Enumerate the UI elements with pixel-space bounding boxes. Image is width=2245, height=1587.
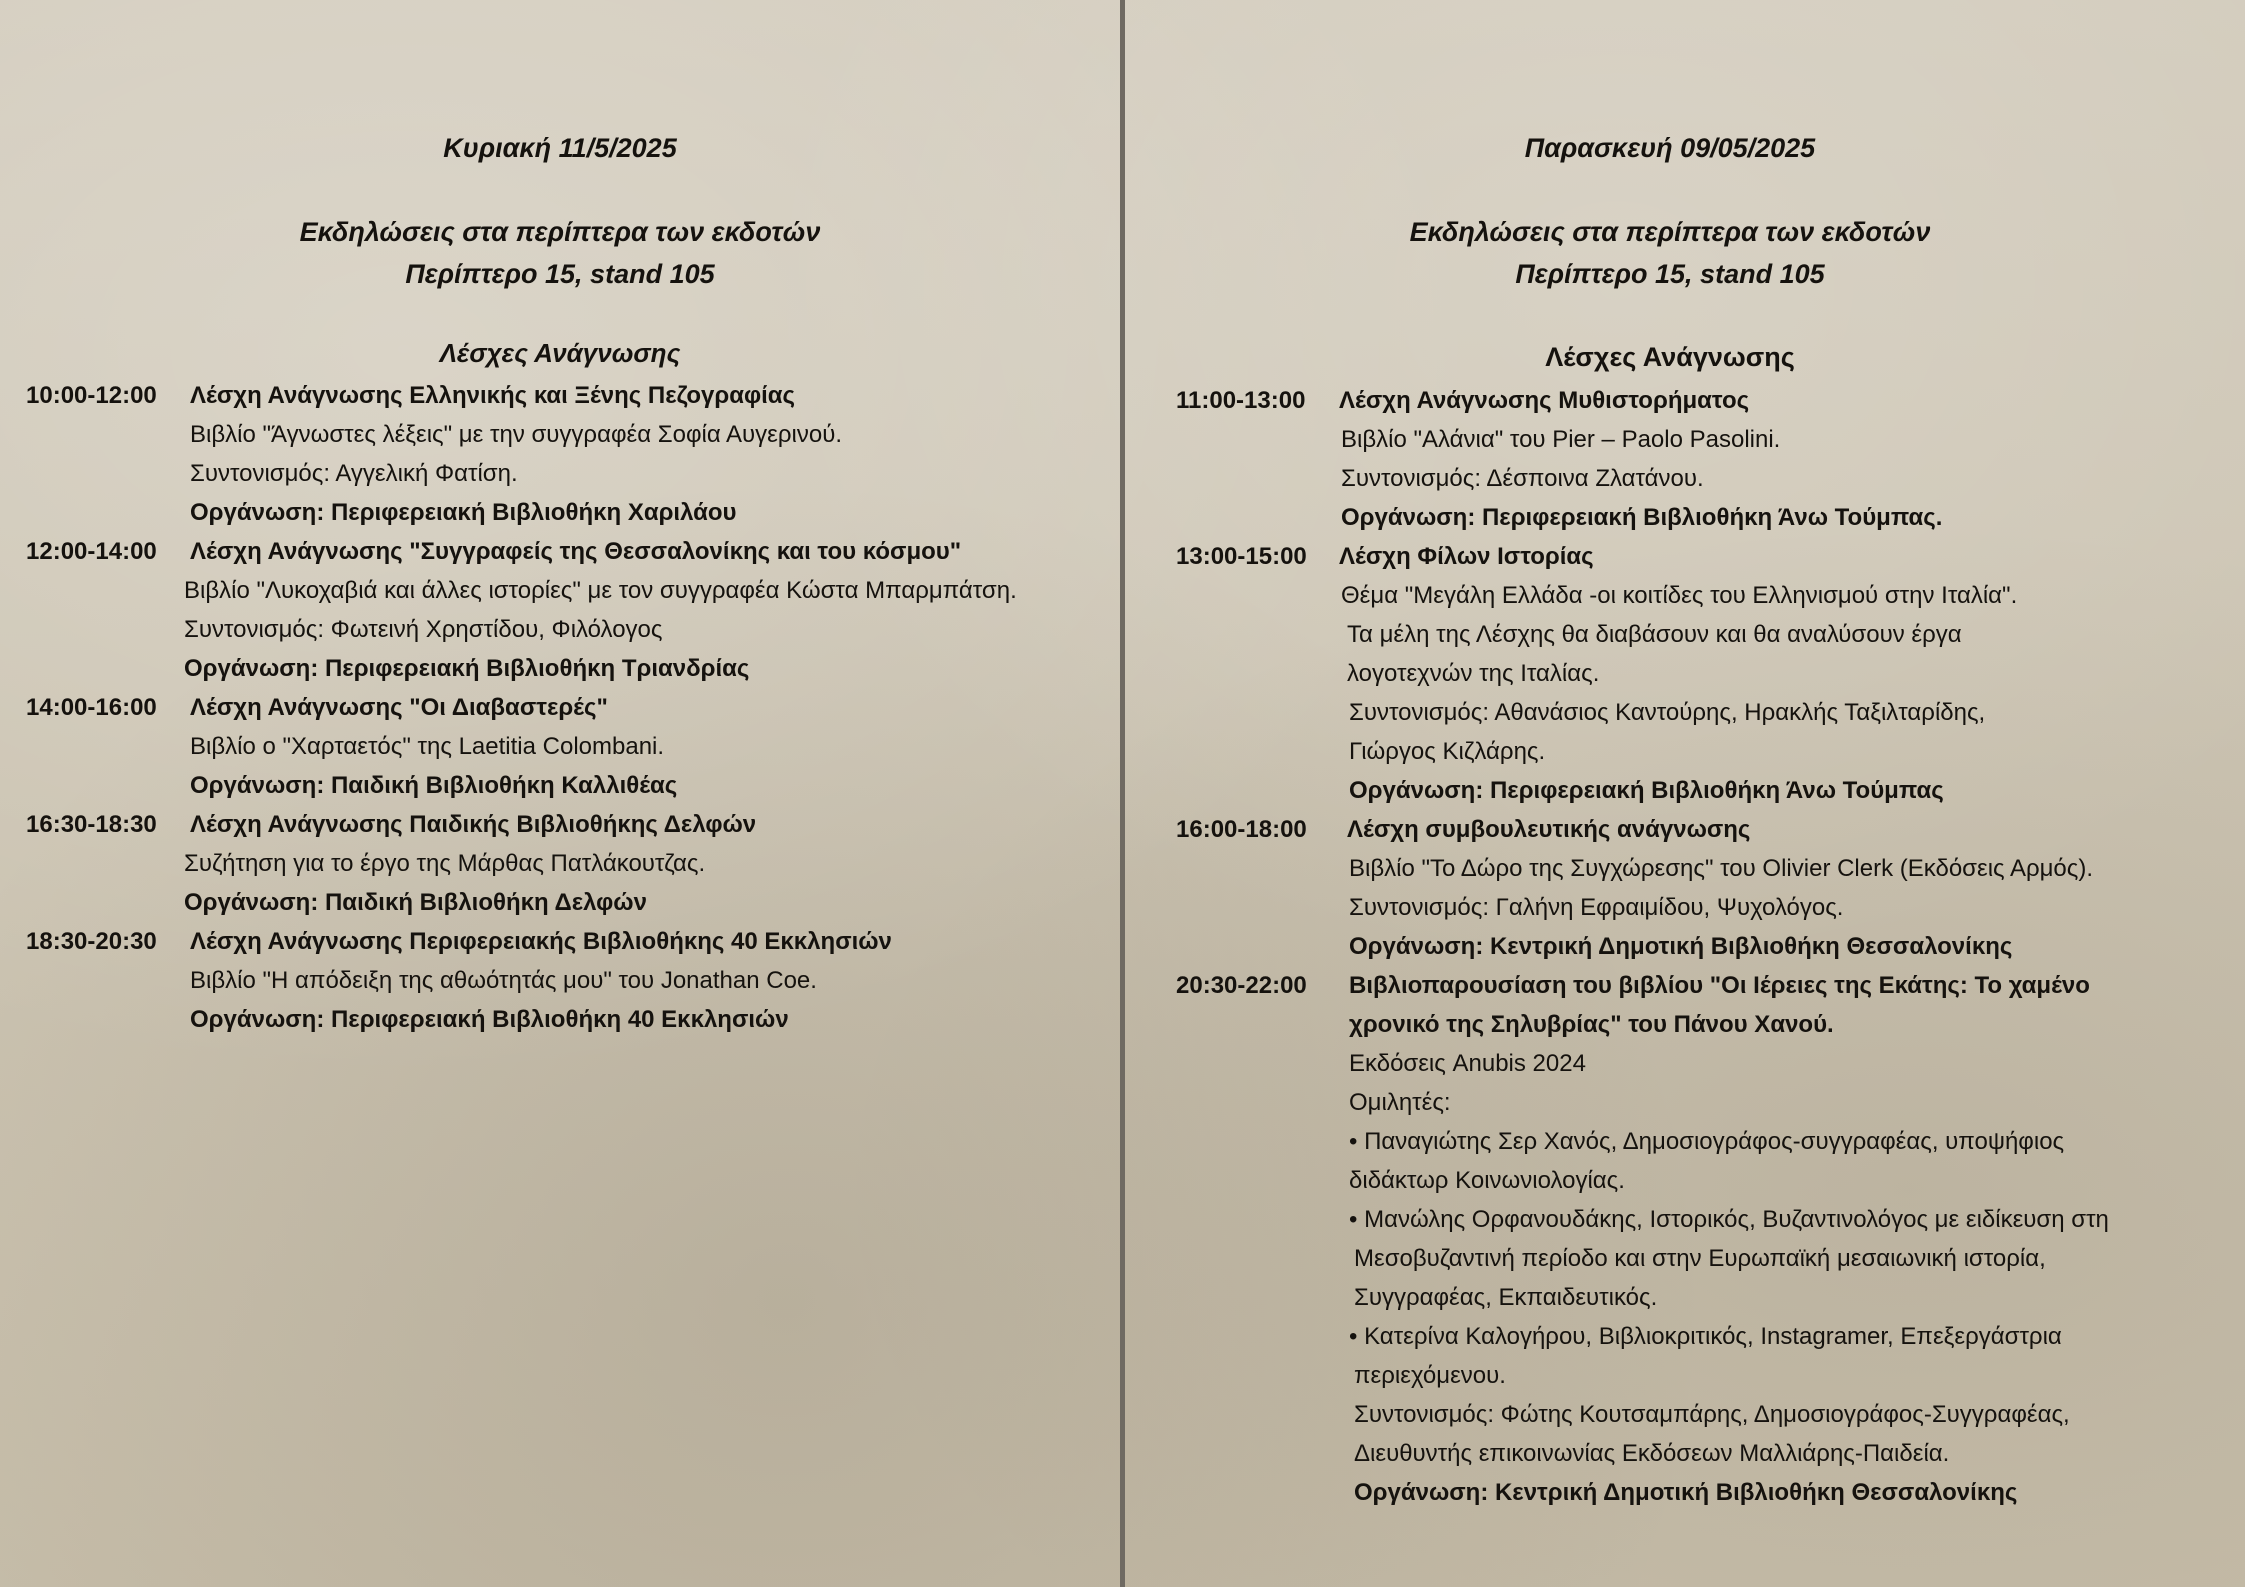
left-event-1-book: Βιβλίο "Άγνωστες λέξεις" με την συγγραφέα Σοφία Αυγερινού.	[190, 421, 843, 448]
right-event-2-description-line-1: Τα μέλη της Λέσχης θα διαβάσουν και θα αναλύσουν έργα	[1347, 621, 1962, 648]
left-event-3-book: Βιβλίο ο "Χαρταετός" της Laetitia Colombani.	[190, 733, 665, 760]
left-event-5-title: Λέσχη Ανάγνωσης Περιφερειακής Βιβλιοθήκης 40 Εκκλησιών	[190, 928, 892, 955]
right-event-2-coordination-line-2: Γιώργος Κιζλάρης.	[1349, 738, 1546, 765]
left-event-3-title: Λέσχη Ανάγνωσης "Οι Διαβαστερές"	[190, 694, 608, 721]
right-page	[1125, 0, 2245, 1587]
right-event-2-title: Λέσχη Φίλων Ιστορίας	[1339, 543, 1594, 570]
right-pavilion-heading: Περίπτερο 15, stand 105	[1515, 259, 1825, 289]
left-event-5-book: Βιβλίο "Η απόδειξη της αθωότητάς μου" του Jonathan Coe.	[190, 967, 817, 994]
left-event-1-time: 10:00-12:00	[26, 382, 157, 409]
right-event-4-title-line-1: Βιβλιοπαρουσίαση του βιβλίου "Οι Ιέρειες της Εκάτης: Το χαμένο	[1349, 972, 2090, 999]
right-event-4-publisher: Εκδόσεις Anubis 2024	[1349, 1050, 1586, 1077]
right-event-3-time: 16:00-18:00	[1176, 816, 1307, 843]
left-event-2-title: Λέσχη Ανάγνωσης "Συγγραφείς της Θεσσαλονίκης και του κόσμου"	[190, 538, 962, 565]
left-event-4-time: 16:30-18:30	[26, 811, 157, 838]
right-date-heading: Παρασκευή 09/05/2025	[1524, 133, 1816, 163]
right-event-2-theme: Θέμα "Μεγάλη Ελλάδα -οι κοιτίδες του Ελληνισμού στην Ιταλία".	[1341, 582, 2018, 609]
right-event-4-speaker-2-line-2: Μεσοβυζαντινή περίοδο και στην Ευρωπαϊκή μεσαιωνική ιστορία,	[1354, 1245, 2046, 1272]
right-event-2-coordination-line-1: Συντονισμός: Αθανάσιος Καντούρης, Ηρακλής Ταξιλταρίδης,	[1349, 699, 1986, 726]
left-events-heading: Εκδηλώσεις στα περίπτερα των εκδοτών	[299, 217, 821, 247]
left-event-4-title: Λέσχη Ανάγνωσης Παιδικής Βιβλιοθήκης Δελφών	[190, 811, 757, 838]
right-event-3-title: Λέσχη συμβουλευτικής ανάγνωσης	[1347, 816, 1751, 843]
right-event-1-title: Λέσχη Ανάγνωσης Μυθιστορήματος	[1339, 387, 1750, 414]
left-event-5-organizer: Οργάνωση: Περιφερειακή Βιβλιοθήκη 40 Εκκλησιών	[190, 1006, 789, 1033]
left-event-2-organizer: Οργάνωση: Περιφερειακή Βιβλιοθήκη Τριανδρίας	[184, 655, 750, 682]
right-event-4-coordination-line-2: Διευθυντής επικοινωνίας Εκδόσεων Μαλλιάρης-Παιδεία.	[1354, 1440, 1950, 1467]
right-event-4-speaker-1-line-1: • Παναγιώτης Σερ Χανός, Δημοσιογράφος-συγγραφέας, υποψήφιος	[1349, 1128, 2065, 1155]
left-page	[0, 0, 1120, 1587]
right-event-3-coordination: Συντονισμός: Γαλήνη Εφραιμίδου, Ψυχολόγος.	[1349, 894, 1844, 921]
right-event-2-time: 13:00-15:00	[1176, 543, 1307, 570]
left-event-5-time: 18:30-20:30	[26, 928, 157, 955]
left-section-title: Λέσχες Ανάγνωσης	[439, 338, 681, 368]
right-section-title: Λέσχες Ανάγνωσης	[1545, 342, 1795, 372]
right-event-2-organizer: Οργάνωση: Περιφερειακή Βιβλιοθήκη Άνω Τούμπας	[1349, 777, 1944, 804]
right-event-4-title-line-2: χρονικό της Σηλυβρίας" του Πάνου Χανού.	[1349, 1011, 1834, 1038]
left-date-heading: Κυριακή 11/5/2025	[443, 133, 677, 163]
left-event-2-coordination: Συντονισμός: Φωτεινή Χρηστίδου, Φιλόλογος	[184, 616, 663, 643]
right-event-4-time: 20:30-22:00	[1176, 972, 1307, 999]
left-event-2-time: 12:00-14:00	[26, 538, 157, 565]
left-event-4-description: Συζήτηση για το έργο της Μάρθας Πατλάκουτζας.	[184, 850, 706, 877]
right-event-1-book: Βιβλίο "Αλάνια" του Pier – Paolo Pasolini.	[1341, 426, 1781, 453]
right-event-3-organizer: Οργάνωση: Κεντρική Δημοτική Βιβλιοθήκη Θεσσαλονίκης	[1349, 933, 2013, 960]
left-event-2-book: Βιβλίο "Λυκοχαβιά και άλλες ιστορίες" με τον συγγραφέα Κώστα Μπαρμπάτση.	[184, 577, 1017, 604]
right-event-4-speakers-label: Ομιλητές:	[1349, 1089, 1451, 1116]
right-event-4-organizer: Οργάνωση: Κεντρική Δημοτική Βιβλιοθήκη Θεσσαλονίκης	[1354, 1479, 2018, 1506]
left-event-1-organizer: Οργάνωση: Περιφερειακή Βιβλιοθήκη Χαριλάου	[190, 499, 737, 526]
right-event-4-speaker-3-line-2: περιεχόμενου.	[1354, 1362, 1506, 1389]
right-event-3-book: Βιβλίο "Το Δώρο της Συγχώρεσης" του Olivier Clerk (Εκδόσεις Αρμός).	[1349, 855, 2093, 882]
left-event-4-organizer: Οργάνωση: Παιδική Βιβλιοθήκη Δελφών	[184, 889, 647, 916]
left-event-1-coordination: Συντονισμός: Αγγελική Φατίση.	[190, 460, 518, 487]
right-event-1-organizer: Οργάνωση: Περιφερειακή Βιβλιοθήκη Άνω Τούμπας.	[1341, 504, 1943, 531]
right-event-2-description-line-2: λογοτεχνών της Ιταλίας.	[1347, 660, 1600, 687]
right-events-heading: Εκδηλώσεις στα περίπτερα των εκδοτών	[1409, 217, 1931, 247]
left-pavilion-heading: Περίπτερο 15, stand 105	[405, 259, 715, 289]
left-event-3-organizer: Οργάνωση: Παιδική Βιβλιοθήκη Καλλιθέας	[190, 772, 678, 799]
right-event-1-coordination: Συντονισμός: Δέσποινα Ζλατάνου.	[1341, 465, 1704, 492]
right-event-4-speaker-2-line-1: • Μανώλης Ορφανουδάκης, Ιστορικός, Βυζαντινολόγος με ειδίκευση στη	[1349, 1206, 2109, 1233]
right-event-4-speaker-2-line-3: Συγγραφέας, Εκπαιδευτικός.	[1354, 1284, 1658, 1311]
right-event-1-time: 11:00-13:00	[1176, 387, 1306, 414]
right-event-4-speaker-3-line-1: • Κατερίνα Καλογήρου, Βιβλιοκριτικός, Instagramer, Επεξεργάστρια	[1349, 1323, 2062, 1350]
right-event-4-coordination-line-1: Συντονισμός: Φώτης Κουτσαμπάρης, Δημοσιογράφος-Συγγραφέας,	[1354, 1401, 2070, 1428]
right-event-4-speaker-1-line-2: διδάκτωρ Κοινωνιολογίας.	[1349, 1167, 1625, 1194]
left-event-3-time: 14:00-16:00	[26, 694, 157, 721]
left-event-1-title: Λέσχη Ανάγνωσης Ελληνικής και Ξένης Πεζογραφίας	[190, 382, 796, 409]
